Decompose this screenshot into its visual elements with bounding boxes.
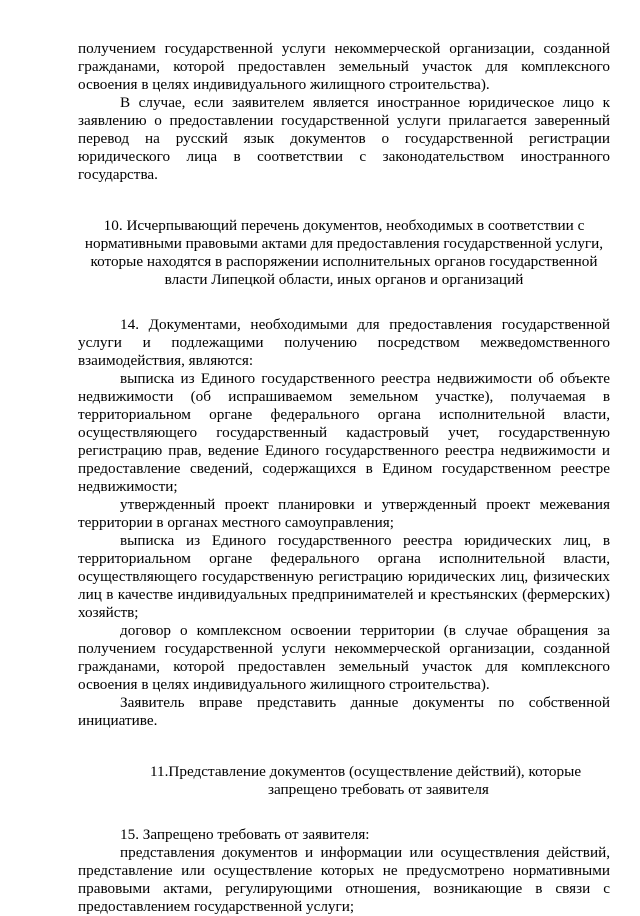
foreign-entity-paragraph: В случае, если заявителем является иностранное юридическое лицо к заявлению о предоставлении государственной услуги прилагается заверенный перевод на русский язык документов о государственной регистрации юридического лица в соответствии с законодательством иностранного государства. [78,94,610,183]
item-15-list-item: представления документов и информации или осуществления действий, представление или осуществление которых не предусмотрено нормативными правовыми актами, регулирующими отношения, возникающие в связи с предоставлением государственной услуги; [78,844,610,915]
item-14-list-item: выписка из Единого государственного реестра недвижимости об объекте недвижимости (об испрашиваемом земельном участке), получаемая в территориальном органе федерального органа исполнительной власти, осуществляющего государственный кадастровый учет, государственную регистрацию прав, ведение Единого государственного реестра недвижимости и предоставление сведений, содержащихся в Едином государственном реестре недвижимости; [78,370,610,495]
item-14-note: Заявитель вправе представить данные документы по собственной инициативе. [78,694,610,729]
item-14-list-item: договор о комплексном освоении территории (в случае обращения за получением государственной услуги некоммерческой организации, созданной гражданами, которой предоставлен земельный участок для комплексного освоения в целях индивидуального жилищного строительства). [78,622,610,693]
item-14-list-item: выписка из Единого государственного реестра юридических лиц, в территориальном органе федерального органа исполнительной власти, осуществляющего государственную регистрацию юридических лиц, физических лиц в качестве индивидуальных предпринимателей и крестьянских (фермерских) хозяйств; [78,532,610,621]
section-10-heading: 10. Исчерпывающий перечень документов, необходимых в соответствии с нормативными правовыми актами для предоставления государственной услуги, которые находятся в распоряжении исполнительных органов государственной власти Липецкой области, иных органов и организаций [84,217,604,288]
item-15-intro: 15. Запрещено требовать от заявителя: [120,826,370,843]
section-11-heading-line1: 11.Представление документов (осуществление действий), которые [150,763,582,780]
section-11-heading [78,763,610,799]
intro-continuation: получением государственной услуги некоммерческой организации, созданной гражданами, которой предоставлен земельный участок для комплексного освоения в целях индивидуального жилищного строительства). [78,40,610,93]
item-14-list-item: утвержденный проект планировки и утвержденный проект межевания территории в органах местного самоуправления; [78,496,610,531]
item-14-intro: 14. Документами, необходимыми для предоставления государственной услуги и подлежащими получению посредством межведомственного взаимодействия, являются: [78,316,610,369]
document-page [78,40,610,916]
section-11-heading-line2: запрещено требовать от заявителя [268,781,489,798]
